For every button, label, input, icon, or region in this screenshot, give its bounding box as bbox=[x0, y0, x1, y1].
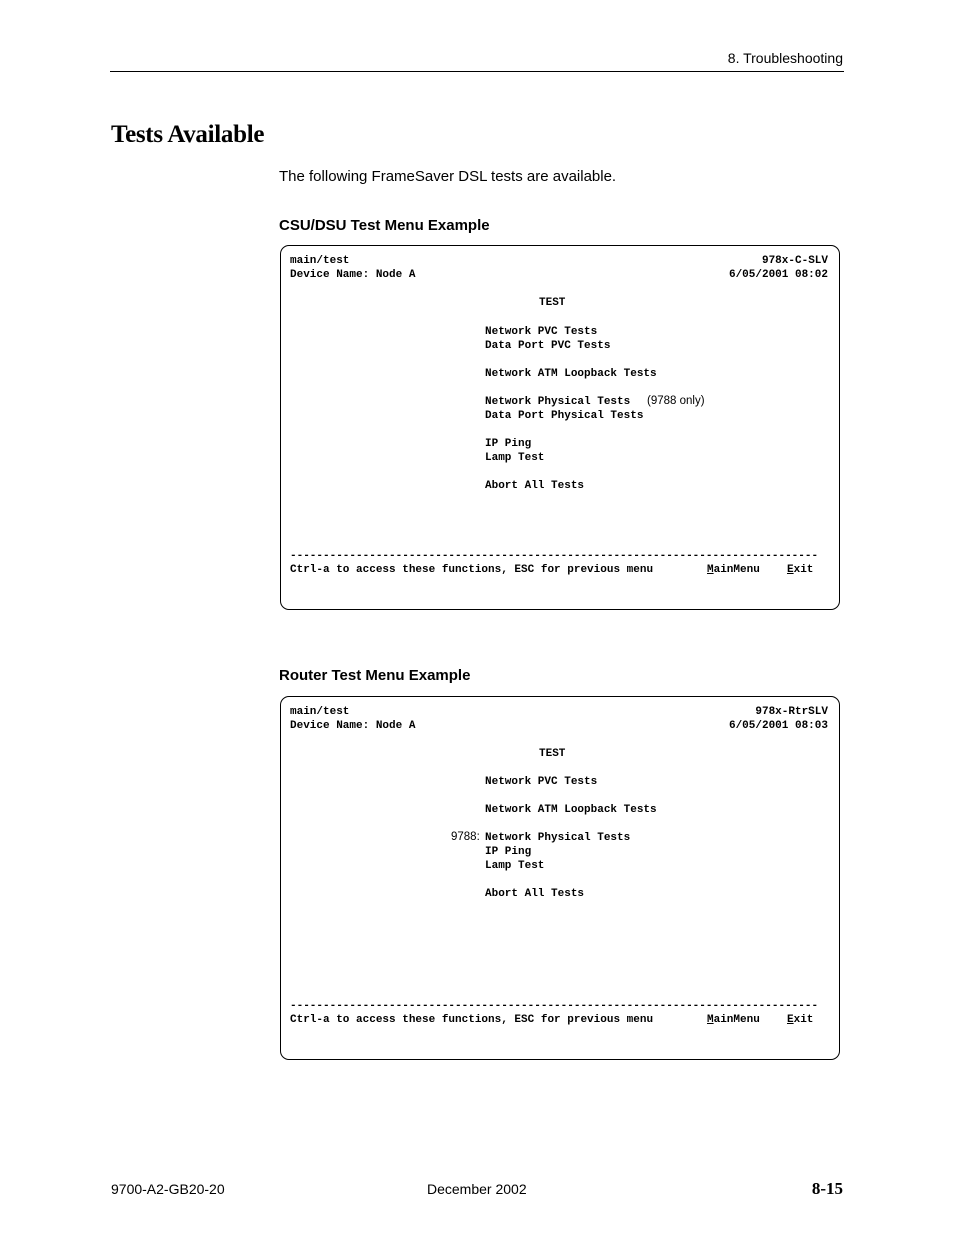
screen-model: 978x-C-SLV bbox=[761, 255, 828, 267]
router-terminal-screen bbox=[280, 696, 840, 1060]
footer-date: December 2002 bbox=[427, 1181, 527, 1197]
menu-item-network-pvc-tests[interactable]: Network PVC Tests bbox=[485, 326, 598, 338]
screen-footer-hint: Ctrl-a to access these functions, ESC for previous menu bbox=[290, 564, 654, 576]
intro-text: The following FrameSaver DSL tests are available. bbox=[279, 168, 617, 185]
availability-note: (9788 only) bbox=[647, 395, 705, 407]
screen-path: main/test bbox=[290, 706, 350, 718]
main-menu-hotkey: M bbox=[707, 564, 714, 576]
menu-item-ip-ping[interactable]: IP Ping bbox=[485, 438, 532, 450]
header-rule bbox=[110, 71, 844, 72]
screen-divider: -------------------------------------------------------------------------------- bbox=[290, 1000, 819, 1012]
footer-doc-number: 9700-A2-GB20-20 bbox=[111, 1181, 225, 1197]
exit-hotkey: E bbox=[787, 564, 794, 576]
exit-option[interactable] bbox=[787, 1013, 813, 1027]
screen-datetime: 6/05/2001 08:02 bbox=[728, 269, 828, 281]
main-menu-option[interactable] bbox=[707, 563, 760, 577]
csu-dsu-terminal-screen bbox=[280, 245, 840, 610]
menu-item-ip-ping[interactable]: IP Ping bbox=[485, 846, 532, 858]
screen-datetime: 6/05/2001 08:03 bbox=[728, 720, 828, 732]
router-heading: Router Test Menu Example bbox=[279, 667, 471, 684]
screen-device-name: Device Name: Node A bbox=[290, 720, 416, 732]
menu-item-data-port-physical-tests[interactable]: Data Port Physical Tests bbox=[485, 410, 644, 422]
screen-path: main/test bbox=[290, 255, 350, 267]
screen-device-name: Device Name: Node A bbox=[290, 269, 416, 281]
menu-item-network-physical-tests[interactable]: Network Physical Tests bbox=[485, 832, 631, 844]
menu-title: TEST bbox=[539, 297, 566, 309]
menu-title: TEST bbox=[539, 748, 566, 760]
screen-divider: -------------------------------------------------------------------------------- bbox=[290, 550, 819, 562]
availability-note: 9788: bbox=[451, 831, 480, 843]
menu-item-abort-all-tests[interactable]: Abort All Tests bbox=[485, 480, 585, 492]
menu-item-network-atm-loopback-tests[interactable]: Network ATM Loopback Tests bbox=[485, 804, 657, 816]
menu-item-network-pvc-tests[interactable]: Network PVC Tests bbox=[485, 776, 598, 788]
exit-option[interactable] bbox=[787, 563, 813, 577]
menu-item-lamp-test[interactable]: Lamp Test bbox=[485, 452, 545, 464]
menu-item-network-atm-loopback-tests[interactable]: Network ATM Loopback Tests bbox=[485, 368, 657, 380]
main-menu-label: ainMenu bbox=[713, 1014, 760, 1026]
menu-item-lamp-test[interactable]: Lamp Test bbox=[485, 860, 545, 872]
menu-item-data-port-pvc-tests[interactable]: Data Port PVC Tests bbox=[485, 340, 611, 352]
page-number: 8-15 bbox=[811, 1179, 843, 1198]
main-menu-label: ainMenu bbox=[713, 564, 760, 576]
csu-dsu-heading: CSU/DSU Test Menu Example bbox=[279, 217, 490, 234]
exit-label: xit bbox=[793, 1014, 814, 1026]
exit-label: xit bbox=[793, 564, 814, 576]
exit-hotkey: E bbox=[787, 1014, 794, 1026]
screen-model: 978x-RtrSLV bbox=[755, 706, 828, 718]
menu-item-network-physical-tests[interactable]: Network Physical Tests bbox=[485, 396, 631, 408]
main-menu-hotkey: M bbox=[707, 1014, 714, 1026]
running-header: 8. Troubleshooting bbox=[727, 50, 843, 66]
screen-footer-hint: Ctrl-a to access these functions, ESC for previous menu bbox=[290, 1014, 654, 1026]
page-title: Tests Available bbox=[111, 121, 265, 148]
menu-item-abort-all-tests[interactable]: Abort All Tests bbox=[485, 888, 585, 900]
main-menu-option[interactable] bbox=[707, 1013, 760, 1027]
